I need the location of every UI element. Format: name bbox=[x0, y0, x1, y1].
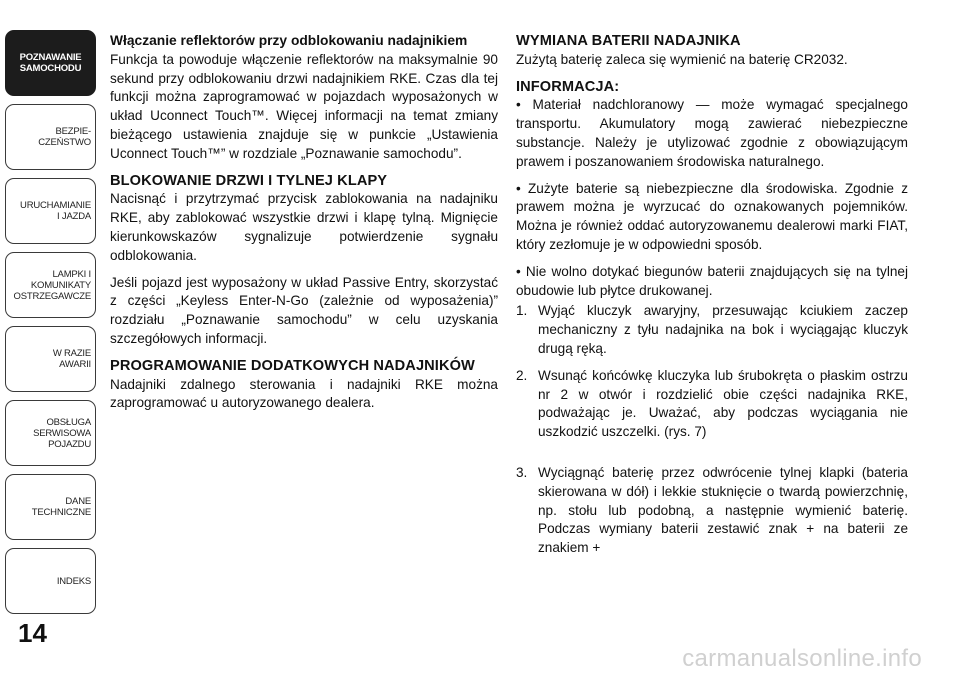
page-number: 14 bbox=[18, 618, 47, 648]
tab-label: OBSŁUGA SERWISOWA POJAZDU bbox=[33, 416, 91, 450]
step-number: 3. bbox=[516, 464, 528, 480]
tab-dane-techniczne[interactable] bbox=[5, 474, 96, 540]
tab-w-razie-awarii[interactable] bbox=[5, 326, 96, 392]
tab-label: W RAZIE AWARII bbox=[52, 348, 91, 370]
section-text-programming: Nadajniki zdalnego sterowania i nadajniki RKE można zaprogramować u autoryzowanego dealera. bbox=[110, 376, 498, 411]
info-bullet-2: • Zużyte baterie są niebezpieczne dla środowiska. Zgodnie z prawem można je wyrzucać do oznakowanych pojemników. Można je również oddać autoryzowanemu dealerowi marki FIAT, który zezłomuje je w odpowiedni sposób. bbox=[516, 180, 908, 252]
section-text-locking: Nacisnąć i przytrzymać przycisk zablokowania na nadajniku RKE, aby zablokować wszystkie drzwi i klapę tylną. Mignięcie kierunkowskazów sygnalizuje potwierdzenie sygnału odblokowania. bbox=[110, 191, 498, 263]
tab-label: INDEKS bbox=[56, 575, 91, 587]
section-title-headlights: Włączanie reflektorów przy odblokowaniu nadajnikiem bbox=[110, 33, 468, 48]
tab-indeks[interactable] bbox=[5, 548, 96, 614]
tab-label: POZNAWANIE SAMOCHODU bbox=[19, 52, 82, 74]
tab-obsluga-serwisowa[interactable] bbox=[5, 400, 96, 466]
info-bullet-1: • Materiał nadchloranowy — może wymagać specjalnego transportu. Akumulatory mogą zawierać niebezpieczne substancje. Należy je utylizować zgodnie z obowiązującym prawem i poszanowaniem środowiska naturalnego. bbox=[516, 97, 908, 169]
step-number: 2. bbox=[516, 367, 528, 383]
step-text: Wsunąć końcówkę kluczyka lub śrubokręta o płaskim ostrzu nr 2 w otwór i rozdzielić obie części nadajnika RKE, podważając je. Uważać, aby podczas wyciągania nie uszkodzić uszczelki. (rys. 7) bbox=[538, 367, 908, 440]
section-text-passive-entry: Jeśli pojazd jest wyposażony w układ Passive Entry, skorzystać z części „Keyless Enter-N-Go (zależnie od wyposażenia)” rozdziału „Poznawanie samochodu” w celu uzyskania szczegółowych informacji. bbox=[110, 274, 498, 346]
tab-label: LAMPKI I KOMUNIKATY OSTRZEGAWCZE bbox=[13, 268, 91, 302]
section-text-headlights: Funkcja ta powoduje włączenie reflektorów na maksymalnie 90 sekund przy odblokowaniu drzwi nadajnikiem RKE. Czas dla tej funkcji można zaprogramować w pojazdach wyposażonych w układ Uconnect Touch™. Więcej informacji na temat zmiany bieżącego ustawienia znajduje się w punkcie „Ustawienia Uconnect Touch™” w rozdziale „Poznawanie samochodu”. bbox=[110, 51, 498, 161]
step-3 bbox=[516, 464, 908, 558]
step-text: Wyciągnąć baterię przez odwrócenie tylnej klapki (bateria skierowana w dół) i lekkie stuknięcie o twardą powierzchnię, np. stołu lub podobną, a następnie wymienić baterię. Podczas wymiany baterii zestawić znak + na baterii ze znakiem + bbox=[538, 464, 908, 556]
step-1 bbox=[516, 302, 908, 358]
tab-label: URUCHAMIANIE I JAZDA bbox=[20, 200, 91, 222]
info-title: INFORMACJA: bbox=[516, 78, 620, 95]
chapter-sidebar bbox=[0, 0, 97, 678]
section-title-battery: WYMIANA BATERII NADAJNIKA bbox=[516, 33, 741, 49]
step-number: 1. bbox=[516, 303, 528, 319]
tab-label: BEZPIE- CZEŃSTWO bbox=[38, 126, 91, 148]
section-text-battery: Zużytą baterię zaleca się wymienić na baterię CR2032. bbox=[516, 51, 848, 67]
tab-label: DANE TECHNICZNE bbox=[31, 496, 91, 518]
tab-bezpieczenstwo[interactable] bbox=[5, 104, 96, 170]
step-text: Wyjąć kluczyk awaryjny, przesuwając kciukiem zaczep mechaniczny z tyłu nadajnika na bok i wyciągając kluczyk drugą ręką. bbox=[538, 303, 908, 356]
section-title-programming: PROGRAMOWANIE DODATKOWYCH NADAJNIKÓW bbox=[110, 357, 475, 374]
watermark: carmanualsonline.info bbox=[682, 645, 922, 672]
tab-poznawanie-samochodu[interactable] bbox=[5, 30, 96, 96]
section-title-locking: BLOKOWANIE DRZWI I TYLNEJ KLAPY bbox=[110, 172, 388, 189]
tab-uruchamianie-i-jazda[interactable] bbox=[5, 178, 96, 244]
info-bullet-3: • Nie wolno dotykać biegunów baterii znajdujących się na tylnej obudowie lub płytce drukowanej. bbox=[516, 263, 908, 298]
right-column bbox=[516, 32, 908, 566]
step-2 bbox=[516, 367, 908, 442]
tab-lampki-i-komunikaty[interactable] bbox=[5, 252, 96, 318]
left-column bbox=[110, 32, 498, 421]
